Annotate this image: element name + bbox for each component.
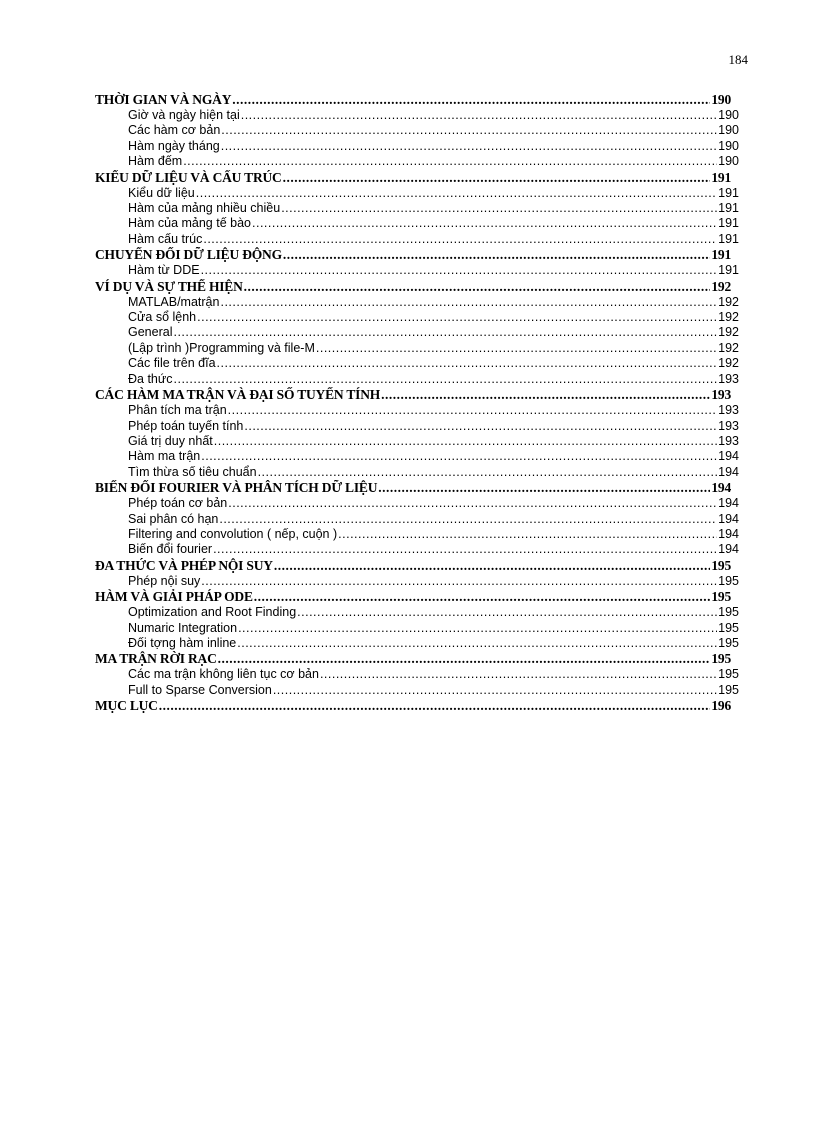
- toc-entry-page: 191: [718, 216, 739, 231]
- toc-dot-leader: [297, 605, 717, 620]
- toc-dot-leader: [203, 232, 717, 247]
- toc-entry-title: CHUYỂN ĐỔI DỮ LIỆU ĐỘNG: [95, 247, 282, 263]
- toc-dot-leader: [219, 512, 717, 527]
- toc-dot-leader: [281, 201, 717, 216]
- toc-section-entry[interactable]: [95, 589, 731, 605]
- toc-dot-leader: [173, 325, 717, 340]
- toc-entry-title: Numaric Integration: [128, 620, 238, 635]
- toc-entry-title: Các hàm cơ bản: [128, 123, 221, 138]
- toc-dot-leader: [238, 621, 717, 636]
- toc-entry-title: (Lập trình )Programming và file-M: [128, 340, 315, 355]
- toc-entry-page: 194: [718, 496, 739, 511]
- toc-entry-title: Hàm từ DDE: [128, 263, 200, 278]
- toc-subsection-entry[interactable]: [95, 356, 739, 371]
- toc-entry-page: 190: [718, 123, 739, 138]
- toc-entry-title: Hàm đếm: [128, 154, 183, 169]
- toc-subsection-entry[interactable]: [95, 574, 739, 589]
- toc-subsection-entry[interactable]: [95, 325, 739, 340]
- toc-dot-leader: [244, 279, 711, 295]
- toc-subsection-entry[interactable]: [95, 449, 739, 464]
- toc-entry-title: Biến đổi fourier: [128, 542, 213, 557]
- toc-entry-title: Tìm thừa số tiêu chuẩn: [128, 464, 257, 479]
- toc-entry-title: Phép nội suy: [128, 573, 201, 588]
- toc-subsection-entry[interactable]: [95, 434, 739, 449]
- toc-subsection-entry[interactable]: [95, 154, 739, 169]
- toc-entry-title: CÁC HÀM MA TRẬN VÀ ĐẠI SỐ TUYẾN TÍNH: [95, 387, 381, 403]
- toc-dot-leader: [316, 341, 717, 356]
- toc-entry-page: 195: [718, 620, 739, 635]
- toc-entry-page: 190: [711, 92, 731, 107]
- toc-entry-page: 192: [718, 340, 739, 355]
- toc-entry-title: Full to Sparse Conversion: [128, 682, 272, 697]
- toc-entry-page: 191: [718, 263, 739, 278]
- toc-dot-leader: [283, 247, 710, 263]
- toc-entry-title: Filtering and convolution ( nếp, cuộn ): [128, 526, 338, 541]
- toc-section-entry[interactable]: [95, 480, 731, 496]
- toc-entry-title: Các file trên đĩa: [128, 356, 216, 371]
- toc-entry-page: 195: [718, 605, 739, 620]
- toc-subsection-entry[interactable]: [95, 527, 739, 542]
- toc-subsection-entry[interactable]: [95, 186, 739, 201]
- toc-entry-title: Các ma trận không liên tục cơ bản: [128, 667, 319, 682]
- toc-entry-page: 191: [711, 169, 731, 185]
- toc-entry-title: Hàm cấu trúc: [128, 231, 203, 246]
- toc-dot-leader: [378, 480, 710, 496]
- toc-dot-leader: [214, 434, 717, 449]
- toc-entry-page: 191: [718, 185, 739, 200]
- toc-entry-title: Giá trị duy nhất: [128, 433, 213, 448]
- toc-dot-leader: [217, 356, 718, 371]
- toc-entry-page: 194: [718, 464, 739, 479]
- toc-dot-leader: [241, 108, 717, 123]
- toc-entry-page: 195: [718, 682, 739, 697]
- toc-entry-page: 195: [718, 573, 739, 588]
- toc-dot-leader: [213, 542, 717, 557]
- toc-entry-title: Đa thức: [128, 371, 173, 386]
- toc-entry-page: 195: [711, 557, 731, 573]
- toc-subsection-entry[interactable]: [95, 310, 739, 325]
- toc-subsection-entry[interactable]: [95, 232, 739, 247]
- toc-entry-title: BIẾN ĐỔI FOURIER VÀ PHÂN TÍCH DỮ LIỆU: [95, 480, 378, 496]
- toc-subsection-entry[interactable]: [95, 636, 739, 651]
- toc-dot-leader: [201, 449, 717, 464]
- toc-entry-title: Hàm ngày tháng: [128, 138, 220, 153]
- toc-entry-title: Sai phân có hạn: [128, 511, 219, 526]
- toc-dot-leader: [197, 310, 717, 325]
- toc-entry-page: 192: [718, 294, 739, 309]
- toc-dot-leader: [183, 154, 717, 169]
- toc-entry-title: General: [128, 325, 173, 340]
- toc-section-entry[interactable]: [95, 698, 731, 714]
- toc-entry-page: 190: [718, 154, 739, 169]
- toc-entry-page: 195: [718, 667, 739, 682]
- toc-dot-leader: [237, 636, 717, 651]
- page-number: 184: [728, 52, 748, 67]
- toc-subsection-entry[interactable]: [95, 295, 739, 310]
- toc-dot-leader: [228, 496, 717, 511]
- toc-entry-page: 195: [711, 589, 731, 605]
- toc-subsection-entry[interactable]: [95, 123, 739, 138]
- toc-entry-page: 195: [711, 651, 731, 667]
- toc-dot-leader: [196, 186, 717, 201]
- toc-entry-page: 192: [711, 278, 731, 294]
- toc-dot-leader: [273, 683, 717, 698]
- toc-entry-page: 195: [718, 635, 739, 650]
- toc-section-entry[interactable]: [95, 651, 731, 667]
- toc-entry-title: KIỂU DỮ LIỆU VÀ CẤU TRÚC: [95, 169, 282, 185]
- toc-entry-title: Giờ và ngày hiện tại: [128, 108, 240, 122]
- toc-entry-title: Hàm của mảng tế bào: [128, 216, 251, 231]
- toc-entry-page: 193: [711, 387, 731, 403]
- toc-entry-title: Phép toán cơ bản: [128, 496, 228, 511]
- toc-entry-title: Cửa sổ lệnh: [128, 310, 197, 325]
- toc-entry-title: MỤC LỤC: [95, 698, 158, 714]
- toc-entry-title: THỜI GIAN VÀ NGÀY: [95, 92, 232, 107]
- toc-entry-title: Kiểu dữ liệu: [128, 185, 195, 200]
- table-of-contents: [95, 92, 739, 714]
- toc-dot-leader: [228, 403, 717, 418]
- toc-subsection-entry[interactable]: [95, 542, 739, 557]
- toc-section-entry[interactable]: [95, 387, 731, 403]
- toc-entry-page: 192: [718, 356, 739, 371]
- toc-dot-leader: [320, 667, 717, 682]
- toc-entry-page: 193: [718, 418, 739, 433]
- toc-entry-title: MATLAB/matrận: [128, 294, 220, 309]
- toc-entry-page: 192: [718, 325, 739, 340]
- toc-dot-leader: [244, 419, 717, 434]
- toc-entry-title: Optimization and Root Finding: [128, 605, 297, 620]
- toc-subsection-entry[interactable]: [95, 621, 739, 636]
- toc-entry-page: 194: [718, 449, 739, 464]
- toc-entry-title: HÀM VÀ GIẢI PHÁP ODE: [95, 589, 253, 605]
- toc-dot-leader: [159, 698, 711, 714]
- toc-section-entry[interactable]: [95, 247, 731, 263]
- toc-entry-page: 194: [718, 542, 739, 557]
- toc-dot-leader: [174, 372, 718, 387]
- toc-entry-page: 190: [718, 138, 739, 153]
- toc-dot-leader: [201, 574, 717, 589]
- toc-subsection-entry[interactable]: [95, 108, 739, 123]
- toc-subsection-entry[interactable]: [95, 605, 739, 620]
- toc-subsection-entry[interactable]: [95, 512, 739, 527]
- toc-dot-leader: [232, 92, 710, 108]
- toc-section-entry[interactable]: [95, 279, 731, 295]
- toc-subsection-entry[interactable]: [95, 341, 739, 356]
- toc-entry-page: 193: [718, 433, 739, 448]
- toc-dot-leader: [201, 263, 718, 278]
- toc-subsection-entry[interactable]: [95, 683, 739, 698]
- toc-subsection-entry[interactable]: [95, 139, 739, 154]
- toc-entry-page: 193: [718, 371, 739, 386]
- toc-subsection-entry[interactable]: [95, 496, 739, 511]
- toc-dot-leader: [283, 170, 711, 186]
- toc-subsection-entry[interactable]: [95, 667, 739, 682]
- toc-entry-title: MA TRẬN RỜI RẠC: [95, 651, 217, 667]
- toc-entry-title: Hàm ma trận: [128, 449, 201, 464]
- toc-entry-title: Phân tích ma trận: [128, 403, 227, 418]
- toc-dot-leader: [258, 465, 718, 480]
- toc-dot-leader: [218, 651, 711, 667]
- toc-entry-page: 190: [718, 108, 739, 122]
- toc-dot-leader: [252, 216, 717, 231]
- toc-subsection-entry[interactable]: [95, 403, 739, 418]
- toc-entry-title: ĐA THỨC VÀ PHÉP NỘI SUY: [95, 557, 273, 573]
- toc-dot-leader: [221, 139, 717, 154]
- toc-entry-page: 194: [711, 480, 731, 496]
- toc-entry-title: Phép toán tuyến tính: [128, 418, 244, 433]
- toc-dot-leader: [221, 123, 717, 138]
- toc-entry-page: 194: [718, 526, 739, 541]
- toc-subsection-entry[interactable]: [95, 372, 739, 387]
- toc-subsection-entry[interactable]: [95, 465, 739, 480]
- toc-entry-title: Đối tợng hàm inline: [128, 635, 237, 650]
- toc-entry-page: 191: [711, 247, 731, 263]
- toc-subsection-entry[interactable]: [95, 263, 739, 278]
- toc-subsection-entry[interactable]: [95, 201, 739, 216]
- toc-dot-leader: [220, 295, 717, 310]
- toc-dot-leader: [254, 589, 711, 605]
- toc-entry-title: VÍ DỤ VÀ SỰ THỂ HIỆN: [95, 278, 243, 294]
- toc-entry-page: 192: [718, 310, 739, 325]
- toc-entry-page: 196: [711, 698, 731, 714]
- toc-subsection-entry[interactable]: [95, 419, 739, 434]
- toc-section-entry[interactable]: [95, 558, 731, 574]
- toc-entry-page: 194: [718, 511, 739, 526]
- toc-entry-page: 193: [718, 403, 739, 418]
- toc-entry-page: 191: [718, 231, 739, 246]
- toc-dot-leader: [274, 558, 711, 574]
- toc-entry-page: 191: [718, 201, 739, 216]
- toc-section-entry[interactable]: [95, 170, 731, 186]
- toc-dot-leader: [381, 387, 710, 403]
- toc-dot-leader: [338, 527, 717, 542]
- toc-section-entry[interactable]: [95, 92, 731, 108]
- toc-subsection-entry[interactable]: [95, 216, 739, 231]
- toc-entry-title: Hàm của mảng nhiều chiều: [128, 201, 281, 216]
